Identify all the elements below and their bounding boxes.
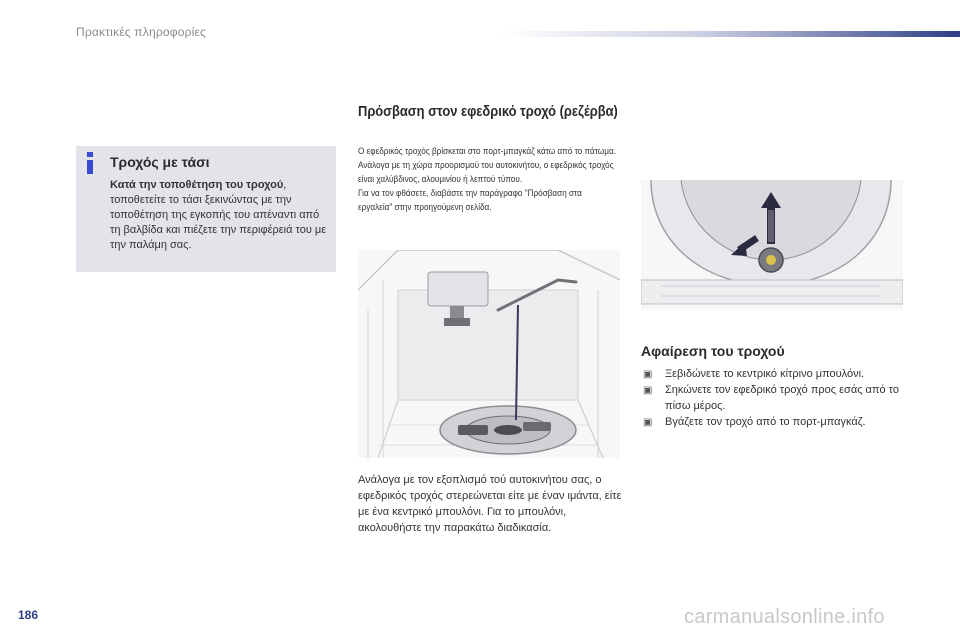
page-number: 186 (18, 608, 39, 622)
checkbox-icon: ▣ (643, 369, 653, 380)
list-item: ▣ Βγάζετε τον τροχό από το πορτ-μπαγκάζ. (641, 414, 911, 430)
page-header-title: Πρακτικές πληροφορίες (76, 25, 207, 39)
info-box-text (110, 178, 330, 253)
removal-steps (641, 366, 911, 430)
intro-text (358, 145, 616, 215)
wheel-illustration (641, 180, 903, 310)
bottom-text: Ανάλογα με τον εξοπλισμό τού αυτοκινήτου σας, ο εφεδρικός τροχός στερεώνεται είτε με έναν ιμάντα, είτε με ένα κεντρικό μπουλόνι. Για το μπουλόνι, ακολουθήστε την παρακάτω διαδικασία. (358, 474, 622, 534)
list-item: ▣ Ξεβιδώνετε το κεντρικό κίτρινο μπουλόνι. (641, 366, 911, 382)
checkbox-icon: ▣ (643, 417, 653, 428)
watermark: carmanualsonline.info (684, 606, 885, 628)
info-box (76, 146, 336, 272)
main-title: Πρόσβαση στον εφεδρικό τροχό (ρεζέρβα) (358, 103, 618, 120)
intro-paragraph-3: Για να τον φθάσετε, διαβάστε την παράγραφο "Πρόσβαση στα εργαλεία" στην προηγούμενη σελίδα. (358, 188, 582, 213)
removal-title: Αφαίρεση του τροχού (641, 343, 785, 359)
intro-paragraph-1: Ο εφεδρικός τροχός βρίσκεται στο πορτ-μπαγκάζ κάτω από το πάτωμα. (358, 146, 616, 157)
info-box-bold-lead: Κατά την τοποθέτηση του τροχού (110, 179, 284, 191)
list-item: ▣ Σηκώνετε τον εφεδρικό τροχό προς εσάς από το πίσω μέρος. (643, 384, 899, 412)
checkbox-icon: ▣ (643, 385, 653, 396)
info-box-title: Τροχός με τάσι (110, 154, 210, 170)
info-icon (86, 152, 94, 176)
info-box-body: , τοποθετείτε το τάσι ξεκινώντας με την τοποθέτηση της εγκοπής του απέναντι από τη βαλβίδα και πιέζετε την περιφέρειά του με την παλάμη σας. (110, 179, 327, 251)
header-gradient-bar (500, 31, 960, 37)
trunk-illustration (358, 250, 620, 458)
intro-paragraph-2: Ανάλογα με τη χώρα προορισμού του αυτοκινήτου, ο εφεδρικός τροχός είναι χαλύβδινος, αλουμινίου ή λεπτού τύπου. (358, 160, 614, 185)
